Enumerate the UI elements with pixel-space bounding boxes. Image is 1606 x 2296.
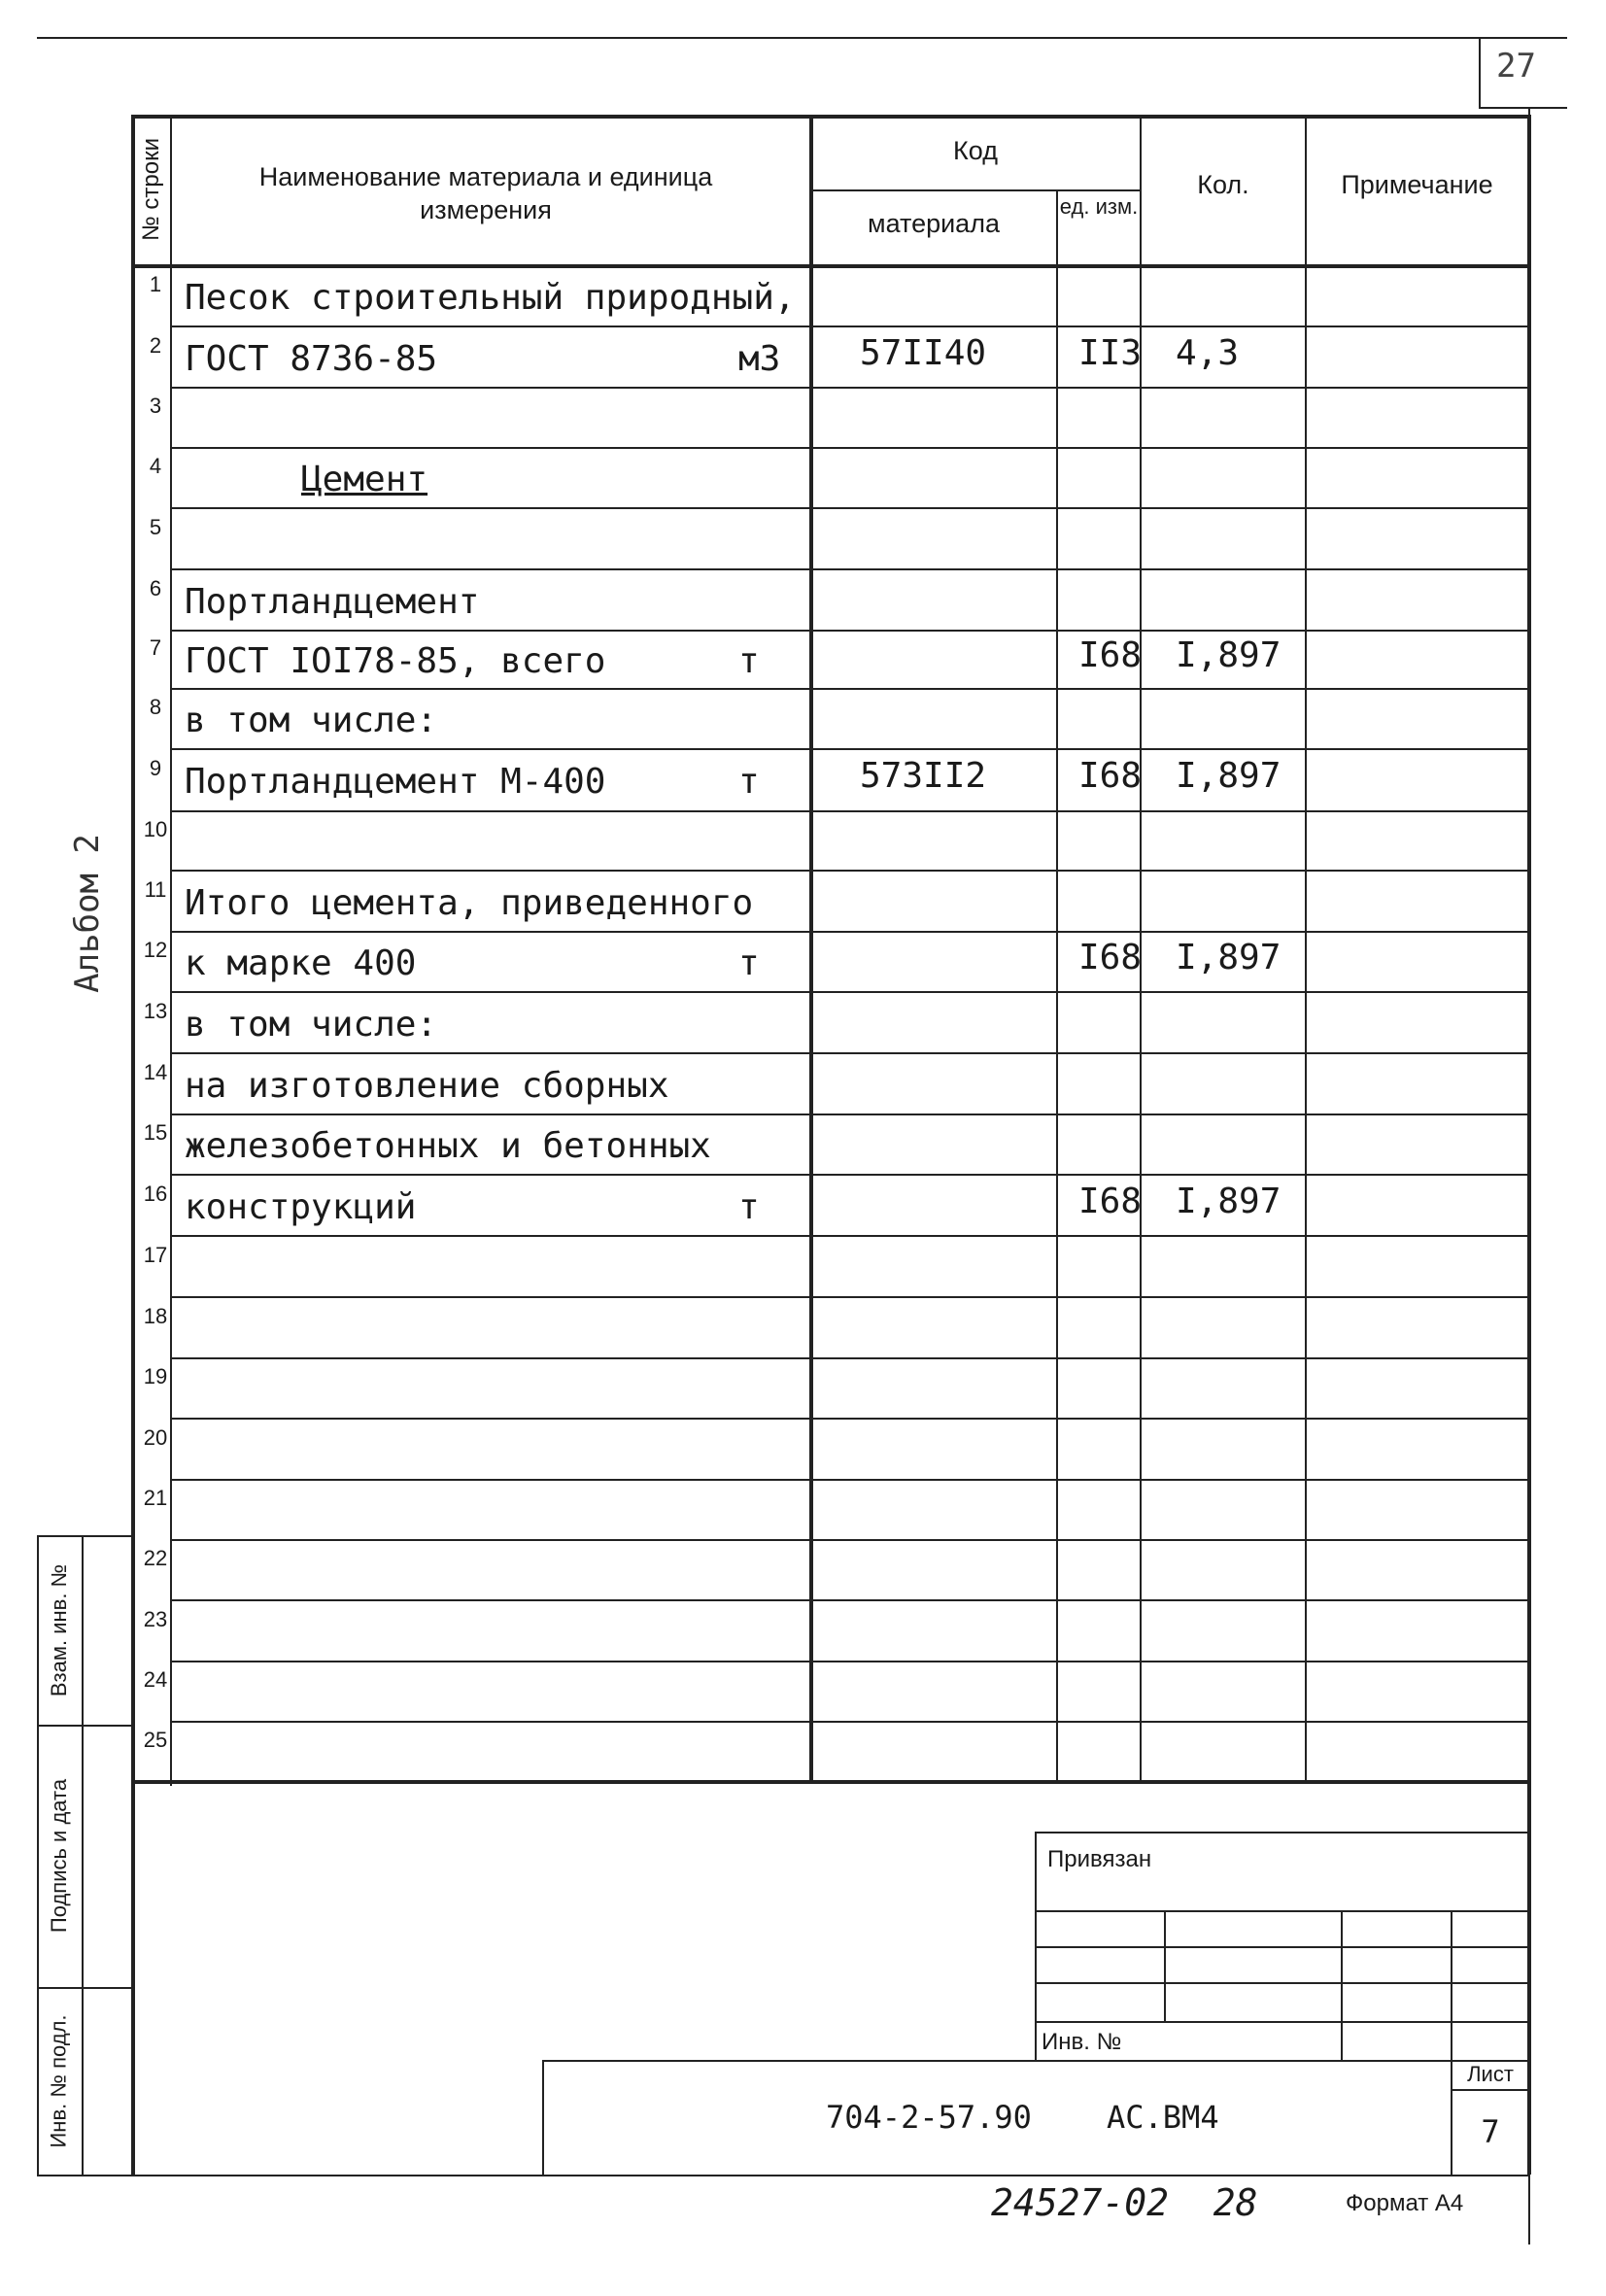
row-qty: I,897 (1176, 756, 1281, 796)
row-unit-code: II3 (1078, 332, 1143, 373)
row-qty: 4,3 (1176, 332, 1240, 373)
tb-top (1035, 1832, 1530, 1833)
row-name: Итого цемента, приведенного (185, 882, 754, 923)
footer-format: Формат А4 (1346, 2190, 1464, 2216)
row-separator (170, 1418, 1528, 1420)
header-rownum: № строки (138, 137, 165, 242)
col-code-mid (1056, 189, 1058, 1781)
row-name: Цемент (301, 460, 428, 499)
tb-sheet-number: 7 (1481, 2113, 1500, 2150)
row-number: 3 (149, 394, 162, 418)
row-number: 2 (149, 332, 162, 358)
tb-doc-code: 704-2-57.90 АС.ВМ4 (826, 2099, 1219, 2136)
tb-inv-no: Инв. № (1042, 2029, 1122, 2055)
tb-row-2 (1035, 1946, 1530, 1948)
row-number: 17 (143, 1242, 168, 1267)
row-separator (170, 1052, 1528, 1054)
row-unit-code: I68 (1078, 756, 1143, 796)
header-bottom (131, 264, 1530, 268)
stamp-podpis-cell (37, 1725, 82, 1987)
row-separator (170, 447, 1528, 449)
table-body-bottom (131, 1780, 1530, 1784)
row-number: 20 (143, 1424, 168, 1450)
album-label-wrap (39, 834, 136, 993)
header-qty: Кол. (1197, 170, 1249, 199)
row-unit: м3 (738, 338, 781, 379)
row-number: 9 (149, 756, 162, 780)
row-number: 14 (143, 1059, 168, 1084)
row-separator (170, 1114, 1528, 1115)
header-code-material: материала (868, 209, 1000, 238)
row-number: 19 (143, 1364, 168, 1388)
page-number-underline (1479, 107, 1567, 109)
row-name: ГОСТ 8736-85 (185, 338, 438, 379)
page-bottom-frame (37, 2175, 1530, 2176)
tb-col-1 (1164, 1910, 1166, 2021)
footer-handwritten: 24527-02 28 (991, 2181, 1258, 2224)
row-number: 22 (143, 1546, 168, 1570)
row-material-code: 57II40 (860, 332, 987, 373)
row-separator (170, 1539, 1528, 1541)
header-note: Примечание (1341, 170, 1493, 199)
tb-code-top (542, 2060, 1530, 2062)
row-separator (170, 387, 1528, 389)
row-separator (170, 810, 1528, 812)
tb-row-4 (1035, 2021, 1530, 2023)
tb-code-left (542, 2060, 544, 2175)
row-separator (170, 326, 1528, 327)
row-number: 25 (143, 1727, 168, 1752)
row-unit-code: I68 (1078, 635, 1143, 675)
row-qty: I,897 (1176, 1181, 1281, 1221)
row-number: 1 (149, 271, 162, 296)
row-unit: т (738, 641, 760, 681)
row-separator (170, 1174, 1528, 1176)
row-separator (170, 1479, 1528, 1481)
tb-row-1 (1035, 1910, 1530, 1912)
header-rownum-cell (133, 117, 170, 262)
header-code-unit: ед. изм. (1059, 194, 1139, 219)
row-unit: т (738, 943, 760, 983)
row-separator (170, 748, 1528, 750)
row-name: в том числе: (185, 1004, 438, 1045)
row-name: Песок строительный природный, (185, 277, 796, 318)
stamp-inv-podl-cell (37, 1987, 82, 2175)
row-separator (170, 688, 1528, 690)
stamp-vzam: Взам. инв. № (47, 1563, 72, 1696)
row-number: 4 (149, 454, 162, 478)
tb-sheet-label: Лист (1467, 2062, 1514, 2086)
row-number: 5 (149, 514, 162, 539)
row-number: 24 (143, 1667, 168, 1692)
row-number: 12 (143, 938, 168, 962)
row-name: Портландцемент (185, 581, 480, 622)
stamp-inv-podl: Инв. № подл. (47, 2013, 72, 2148)
row-separator (170, 1599, 1528, 1601)
code-subheader-line (811, 189, 1140, 191)
page-number-divider (1479, 37, 1481, 107)
row-separator (170, 630, 1528, 632)
row-separator (170, 991, 1528, 993)
row-name: к марке 400 (185, 943, 417, 983)
header-name: Наименование материала и единица измерения (258, 162, 713, 224)
stamp-podpis: Подпись и дата (47, 1778, 72, 1934)
row-number: 10 (143, 816, 168, 841)
tb-sheet-sep (1451, 2089, 1530, 2091)
page-number: 27 (1496, 47, 1536, 86)
tb-privyazan: Привязан (1047, 1846, 1152, 1872)
album-label: Альбом 2 (68, 834, 108, 993)
row-number: 7 (149, 635, 162, 660)
table-top (131, 115, 1530, 119)
tb-col-2 (1341, 1910, 1343, 2060)
row-number: 21 (143, 1486, 168, 1510)
tb-row-3 (1035, 1982, 1530, 1984)
row-separator (170, 507, 1528, 509)
row-name: ГОСТ IOI78-85, всего (185, 641, 606, 681)
row-qty: I,897 (1176, 938, 1281, 977)
stamp-right (82, 1535, 84, 2176)
row-number: 15 (143, 1120, 168, 1145)
col-note-left (1305, 115, 1307, 1782)
row-separator (170, 931, 1528, 933)
row-number: 8 (149, 695, 162, 719)
row-separator (170, 1296, 1528, 1298)
row-number: 23 (143, 1606, 168, 1631)
row-separator (170, 870, 1528, 872)
row-name: железобетонных и бетонных (185, 1126, 711, 1166)
col-rownum-divider (170, 115, 172, 1786)
row-material-code: 573II2 (860, 756, 987, 796)
row-name: на изготовление сборных (185, 1065, 669, 1106)
header-code: Код (953, 136, 998, 165)
row-number: 16 (143, 1181, 168, 1206)
row-separator (170, 1357, 1528, 1359)
row-unit: т (738, 762, 760, 802)
row-separator (170, 1721, 1528, 1723)
col-code-left (809, 115, 813, 1782)
row-separator (170, 1235, 1528, 1237)
table-right (1527, 115, 1531, 2175)
row-separator (170, 568, 1528, 570)
row-name: конструкций (185, 1186, 417, 1227)
row-separator (170, 1661, 1528, 1662)
row-unit-code: I68 (1078, 1181, 1143, 1221)
row-number: 11 (144, 876, 167, 902)
stamp-vzam-cell (37, 1535, 82, 1725)
top-rule (37, 37, 1567, 39)
row-unit-code: I68 (1078, 938, 1143, 977)
row-number: 13 (143, 998, 168, 1023)
row-unit: т (738, 1186, 760, 1227)
row-number: 6 (149, 575, 162, 600)
row-qty: I,897 (1176, 635, 1281, 675)
row-number: 18 (143, 1303, 168, 1328)
table-left (131, 115, 135, 2175)
row-name: Портландцемент М-400 (185, 762, 606, 802)
row-name: в том числе: (185, 701, 438, 740)
